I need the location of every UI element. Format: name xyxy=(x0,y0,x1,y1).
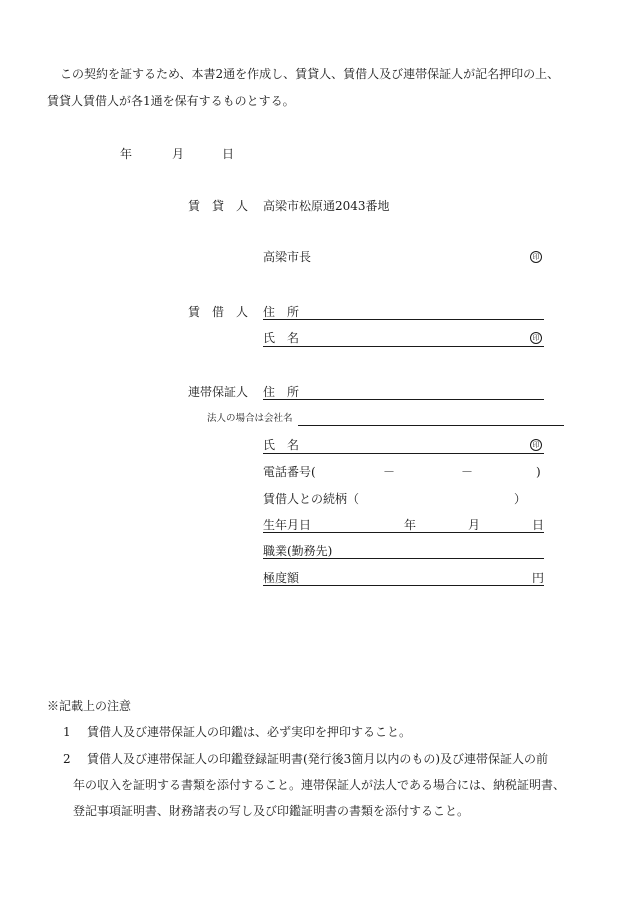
lessee-name-label: 氏 名 xyxy=(263,331,300,345)
lessee-label: 賃 借 人 xyxy=(188,305,249,319)
note-1-text: 賃借人及び連帯保証人の印鑑は、必ず実印を押印すること。 xyxy=(87,725,412,739)
lessor-name: 高梁市長 xyxy=(263,250,312,264)
dob-day-label: 日 xyxy=(532,518,545,532)
phone-close-paren: ) xyxy=(536,465,541,479)
notes-title: ※記載上の注意 xyxy=(47,699,132,713)
guarantor-seal-mark: 印 xyxy=(530,439,542,451)
note-2-line-3: 登記事項証明書、財務諸表の写し及び印鑑証明書の書類を添付すること。 xyxy=(73,804,470,818)
phone-label: 電話番号( xyxy=(263,465,316,479)
lessor-seal-mark: 印 xyxy=(530,251,542,263)
job-line xyxy=(263,558,544,559)
dob-label: 生年月日 xyxy=(263,518,312,532)
limit-line xyxy=(263,585,544,586)
guarantor-address-line xyxy=(263,399,544,400)
intro-line-1: この契約を証するため、本書2通を作成し、賃貸人、賃借人及び連帯保証人が記名押印の上、 xyxy=(60,67,560,81)
lessee-seal-mark: 印 xyxy=(530,332,542,344)
limit-unit: 円 xyxy=(532,571,545,585)
phone-dash-2: － xyxy=(461,465,474,479)
guarantor-name-line xyxy=(263,453,544,454)
note-1-number: 1 xyxy=(63,725,71,739)
date-day-label: 日 xyxy=(222,147,235,161)
relation-label: 賃借人との続柄（ xyxy=(263,492,360,506)
guarantor-name-label: 氏 名 xyxy=(263,438,300,452)
dob-line xyxy=(263,532,544,533)
relation-close-paren: ） xyxy=(514,492,527,506)
corporate-name-line xyxy=(298,425,564,426)
note-2-line-1: 賃借人及び連帯保証人の印鑑登録証明書(発行後3箇月以内のもの)及び連帯保証人の前 xyxy=(87,752,549,766)
phone-dash-1: － xyxy=(383,465,396,479)
intro-line-2: 賃貸人賃借人が各1通を保有するものとする。 xyxy=(47,94,295,108)
job-label: 職業(勤務先) xyxy=(263,544,333,558)
lessor-address: 高梁市松原通2043番地 xyxy=(263,199,390,213)
lessee-address-line xyxy=(263,319,544,320)
date-month-label: 月 xyxy=(172,147,185,161)
limit-label: 極度額 xyxy=(263,571,300,585)
note-2-number: 2 xyxy=(63,752,71,766)
note-2-line-2: 年の収入を証明する書類を添付すること。連帯保証人が法人である場合には、納税証明書、 xyxy=(73,778,566,792)
corporate-name-note: 法人の場合は会社名 xyxy=(207,413,293,424)
lessee-name-line xyxy=(263,346,544,347)
guarantor-label: 連帯保証人 xyxy=(188,385,249,399)
dob-year-label: 年 xyxy=(404,518,417,532)
dob-month-label: 月 xyxy=(468,518,481,532)
lessee-address-label: 住 所 xyxy=(263,305,300,319)
guarantor-address-label: 住 所 xyxy=(263,385,300,399)
date-year-label: 年 xyxy=(120,147,133,161)
lessor-label: 賃 貸 人 xyxy=(188,199,249,213)
